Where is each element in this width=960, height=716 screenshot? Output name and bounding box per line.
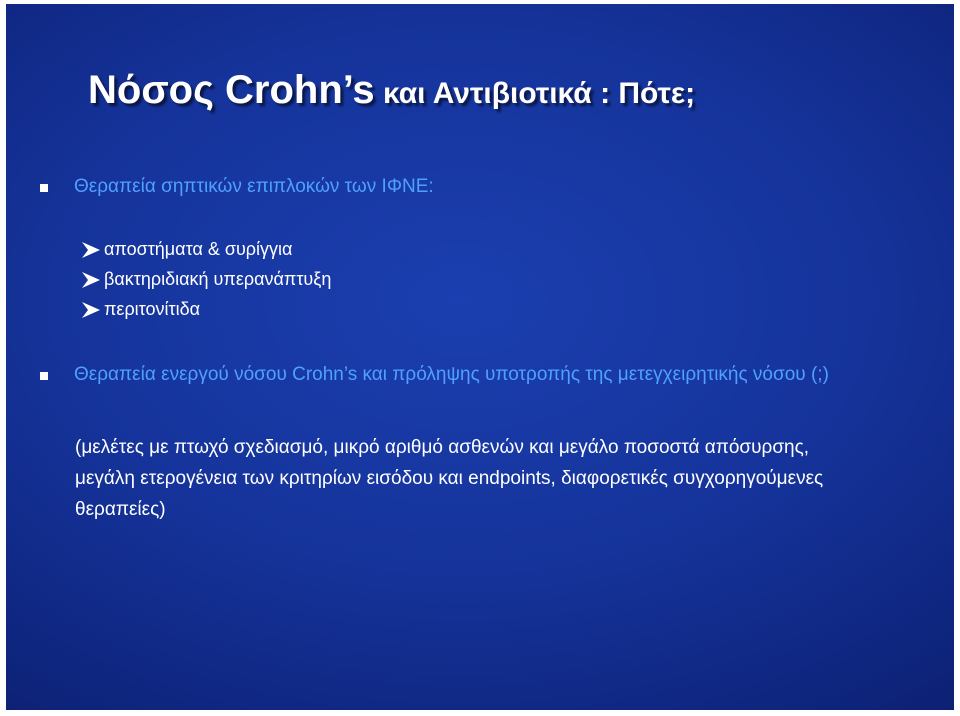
square-bullet-icon xyxy=(40,372,48,380)
arrow-bullet-icon xyxy=(82,272,100,288)
square-bullet-icon xyxy=(40,184,48,192)
note-line: θεραπείες) xyxy=(75,499,166,520)
arrow-bullet-icon xyxy=(82,302,100,318)
arrow-bullet-icon xyxy=(82,242,100,258)
note-paragraph xyxy=(75,432,823,525)
slide xyxy=(6,4,954,710)
subitem-abscesses: αποστήματα & συρίγγια xyxy=(104,239,293,259)
bullet-sepsis: Θεραπεία σηπτικών επιπλοκών των ΙΦΝΕ: xyxy=(74,176,434,197)
subitem-peritonitis: περιτονίτιδα xyxy=(104,299,201,319)
title-main: Νόσος Crohn’s xyxy=(88,68,375,112)
note-line: (μελέτες με πτωχό σχεδιασμό, μικρό αριθμό ασθενών και μεγάλο ποσοστά απόσυρσης, xyxy=(75,437,810,458)
slide-title xyxy=(88,68,695,112)
title-rest: και Αντιβιοτικά : Πότε; xyxy=(374,77,696,110)
subitem-bacterial-overgrowth: βακτηριδιακή υπερανάπτυξη xyxy=(104,269,332,289)
note-line: μεγάλη ετερογένεια των κριτηρίων εισόδου και endpoints, διαφορετικές συγχορηγούμενες xyxy=(75,468,824,489)
bullet-active-disease: Θεραπεία ενεργού νόσου Crohn’s και πρόληψης υποτροπής της μετεγχειρητικής νόσου (;) xyxy=(74,364,829,385)
